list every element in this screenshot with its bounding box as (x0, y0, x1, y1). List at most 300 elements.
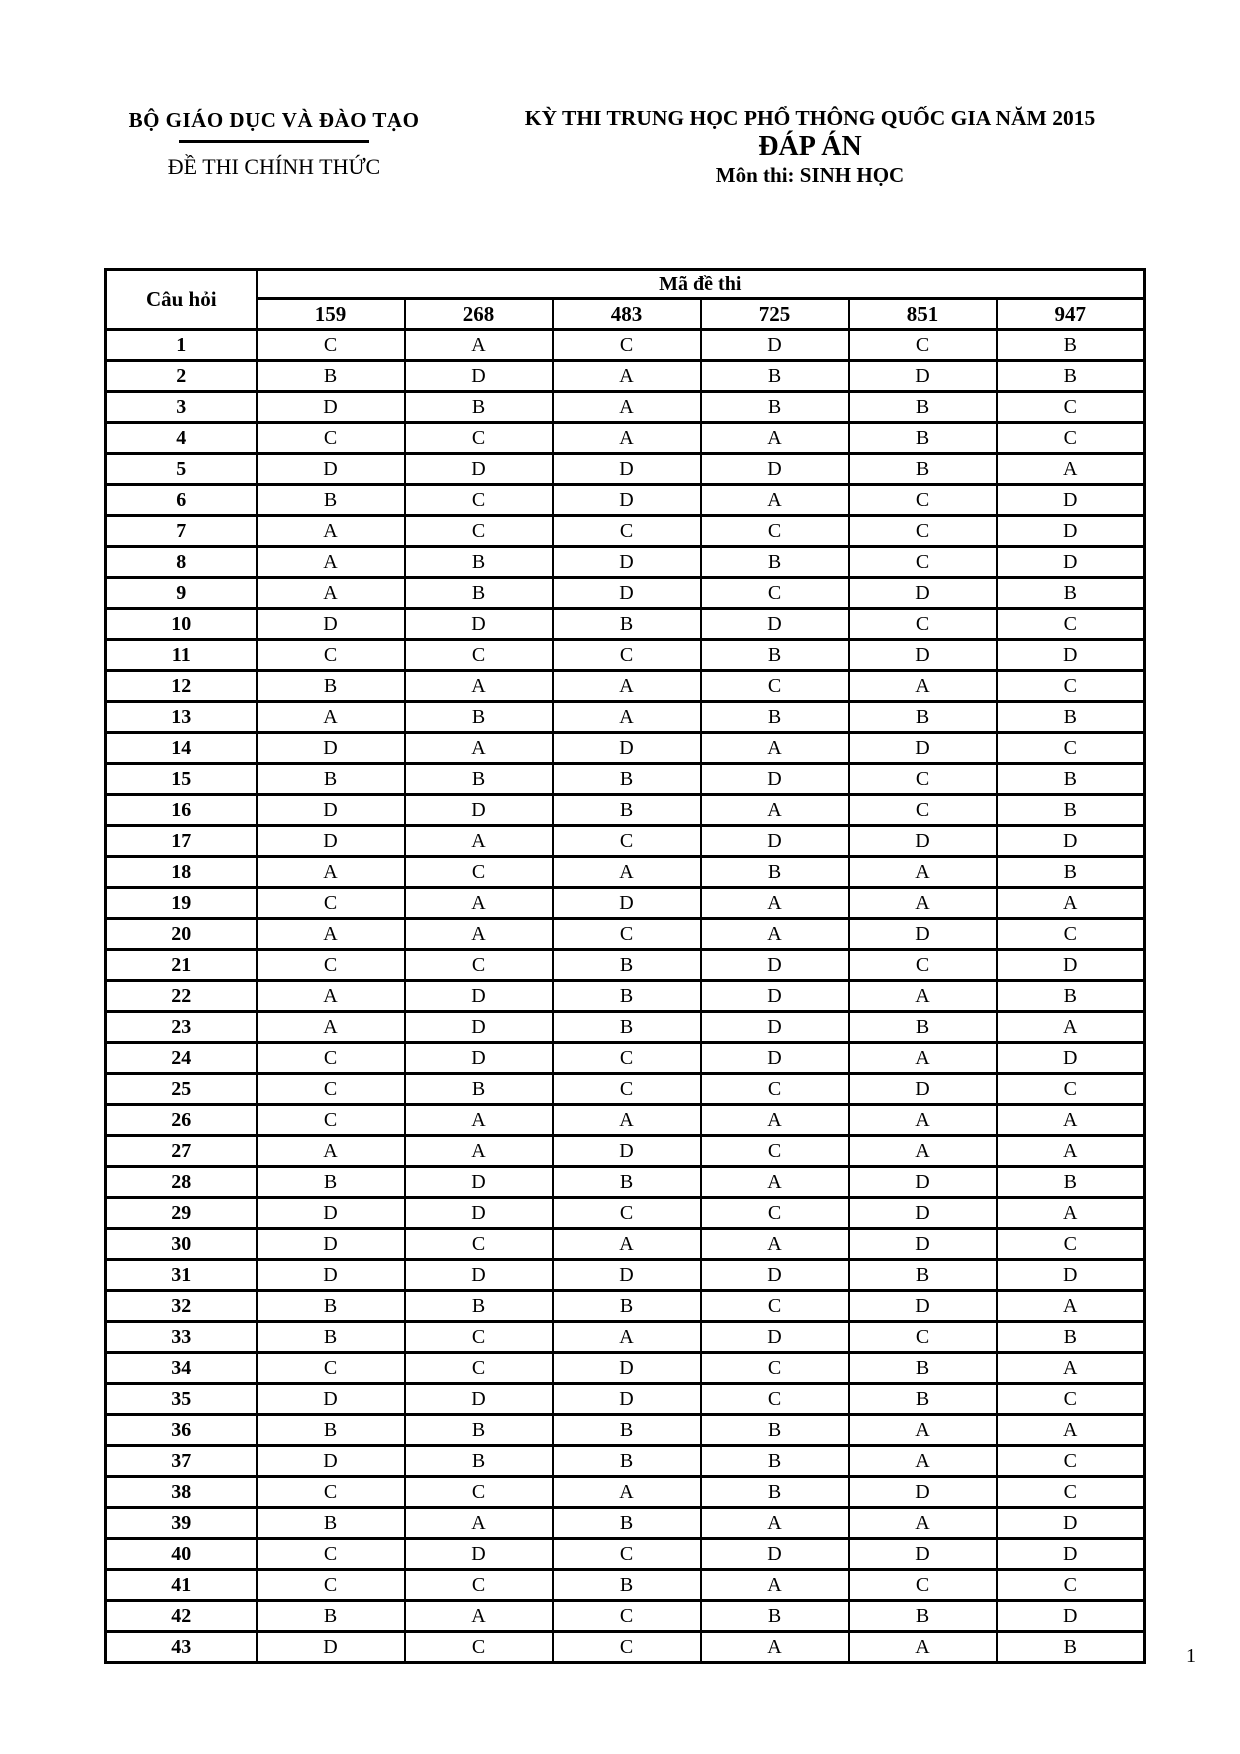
answer-cell: C (701, 1291, 849, 1322)
question-number: 43 (106, 1632, 257, 1663)
code-group-row (106, 270, 1145, 299)
answer-cell: C (553, 516, 701, 547)
answer-cell: A (405, 1508, 553, 1539)
question-number: 28 (106, 1167, 257, 1198)
question-number: 8 (106, 547, 257, 578)
header-underline (179, 140, 369, 143)
answer-cell: C (997, 1384, 1145, 1415)
question-number: 5 (106, 454, 257, 485)
question-column-header: Câu hỏi (106, 270, 257, 330)
answer-cell: A (553, 857, 701, 888)
answer-cell: C (997, 1570, 1145, 1601)
table-row (106, 547, 1145, 578)
answer-cell: C (405, 950, 553, 981)
question-number: 19 (106, 888, 257, 919)
answer-cell: D (257, 392, 405, 423)
answer-cell: A (997, 1136, 1145, 1167)
answer-cell: D (701, 1012, 849, 1043)
answer-cell: B (849, 702, 997, 733)
answer-cell: B (701, 1415, 849, 1446)
answer-cell: B (257, 1601, 405, 1632)
table-row (106, 671, 1145, 702)
answer-cell: A (849, 857, 997, 888)
answer-cell: A (257, 578, 405, 609)
answer-cell: D (701, 1260, 849, 1291)
answer-cell: A (553, 1229, 701, 1260)
answer-cell: B (701, 1601, 849, 1632)
answer-cell: C (405, 1229, 553, 1260)
answer-cell: B (997, 764, 1145, 795)
question-number: 36 (106, 1415, 257, 1446)
answer-cell: C (997, 733, 1145, 764)
answer-cell: B (553, 1415, 701, 1446)
answer-cell: B (405, 547, 553, 578)
answer-cell: C (553, 1539, 701, 1570)
answer-cell: D (997, 1043, 1145, 1074)
answer-cell: D (997, 1601, 1145, 1632)
answer-cell: B (257, 1167, 405, 1198)
table-row (106, 1353, 1145, 1384)
question-number: 4 (106, 423, 257, 454)
table-row (106, 485, 1145, 516)
answer-cell: C (257, 423, 405, 454)
answer-cell: A (405, 1601, 553, 1632)
answer-cell: C (257, 1074, 405, 1105)
answer-cell: C (849, 950, 997, 981)
answer-cell: C (701, 1353, 849, 1384)
answer-cell: B (553, 1291, 701, 1322)
answer-cell: D (405, 1167, 553, 1198)
answer-cell: C (257, 1353, 405, 1384)
answer-cell: B (849, 392, 997, 423)
answer-cell: D (849, 1477, 997, 1508)
question-number: 18 (106, 857, 257, 888)
answer-cell: A (701, 1105, 849, 1136)
question-number: 2 (106, 361, 257, 392)
answer-cell: D (553, 1384, 701, 1415)
table-row (106, 578, 1145, 609)
answer-cell: D (701, 950, 849, 981)
answer-cell: C (553, 1074, 701, 1105)
official-exam-label: ĐỀ THI CHÍNH THỨC (167, 154, 381, 179)
answer-cell: C (405, 1353, 553, 1384)
exam-codes-row (106, 299, 1145, 330)
answer-cell: B (405, 1074, 553, 1105)
table-row (106, 1601, 1145, 1632)
answer-cell: D (553, 888, 701, 919)
answer-cell: D (997, 950, 1145, 981)
table-row (106, 1446, 1145, 1477)
answer-cell: B (849, 1353, 997, 1384)
answer-cell: A (701, 1508, 849, 1539)
answer-cell: C (997, 1446, 1145, 1477)
answer-cell: D (849, 640, 997, 671)
answer-cell: C (405, 516, 553, 547)
answer-cell: C (997, 609, 1145, 640)
answer-cell: C (849, 485, 997, 516)
answer-cell: C (997, 392, 1145, 423)
answer-cell: C (257, 888, 405, 919)
answer-cell: B (405, 578, 553, 609)
answer-cell: A (257, 981, 405, 1012)
question-number: 14 (106, 733, 257, 764)
table-row (106, 1105, 1145, 1136)
header-left (78, 108, 470, 180)
answer-cell: A (849, 1105, 997, 1136)
answer-cell: A (997, 1353, 1145, 1384)
answer-cell: C (257, 330, 405, 361)
answer-cell: C (257, 1043, 405, 1074)
answer-cell: B (701, 857, 849, 888)
answer-cell: A (257, 857, 405, 888)
answer-cell: C (405, 485, 553, 516)
answer-cell: C (849, 609, 997, 640)
question-number: 11 (106, 640, 257, 671)
answer-cell: A (405, 733, 553, 764)
exam-code-header: 268 (405, 299, 553, 330)
answer-cell: D (405, 1012, 553, 1043)
header-right (455, 106, 1165, 188)
answer-cell: D (405, 1384, 553, 1415)
answer-cell: D (849, 1539, 997, 1570)
answer-cell: B (257, 1291, 405, 1322)
answer-cell: A (257, 547, 405, 578)
question-number: 27 (106, 1136, 257, 1167)
table-row (106, 1198, 1145, 1229)
page-number: 1 (1186, 1645, 1196, 1667)
answer-cell: C (405, 423, 553, 454)
answer-cell: A (257, 1012, 405, 1043)
answer-cell: D (701, 454, 849, 485)
answer-cell: C (849, 547, 997, 578)
answer-cell: B (701, 547, 849, 578)
answer-cell: B (849, 423, 997, 454)
answer-cell: C (553, 1198, 701, 1229)
answer-cell: C (997, 423, 1145, 454)
answer-cell: B (997, 795, 1145, 826)
answer-cell: D (257, 1260, 405, 1291)
answer-cell: D (553, 1260, 701, 1291)
answer-cell: C (553, 826, 701, 857)
answer-cell: C (849, 516, 997, 547)
answer-cell: D (997, 640, 1145, 671)
answer-cell: A (405, 826, 553, 857)
answer-cell: A (997, 1415, 1145, 1446)
answer-cell: A (553, 702, 701, 733)
answer-cell: B (701, 640, 849, 671)
answer-cell: B (405, 764, 553, 795)
table-row (106, 1477, 1145, 1508)
answer-cell: A (257, 702, 405, 733)
answer-cell: C (701, 516, 849, 547)
answer-cell: A (701, 423, 849, 454)
exam-code-header: 159 (257, 299, 405, 330)
answer-cell: C (553, 919, 701, 950)
answer-cell: C (997, 1074, 1145, 1105)
answer-cell: C (701, 1384, 849, 1415)
answer-cell: D (849, 1074, 997, 1105)
answer-cell: C (405, 1322, 553, 1353)
answer-cell: C (257, 1477, 405, 1508)
answer-cell: B (553, 1446, 701, 1477)
answer-cell: D (701, 981, 849, 1012)
answer-cell: D (849, 1291, 997, 1322)
answer-cell: C (405, 857, 553, 888)
answer-cell: D (257, 826, 405, 857)
answer-cell: D (997, 1539, 1145, 1570)
answer-cell: B (553, 981, 701, 1012)
answer-cell: D (405, 454, 553, 485)
question-number: 20 (106, 919, 257, 950)
answer-cell: A (701, 1167, 849, 1198)
answer-cell: A (553, 671, 701, 702)
answer-cell: C (849, 330, 997, 361)
answer-cell: A (257, 919, 405, 950)
answer-cell: A (405, 671, 553, 702)
table-row (106, 392, 1145, 423)
answer-cell: C (997, 1477, 1145, 1508)
answer-cell: D (553, 1136, 701, 1167)
answer-cell: D (849, 733, 997, 764)
answer-cell: D (849, 919, 997, 950)
answer-cell: A (701, 1229, 849, 1260)
question-number: 15 (106, 764, 257, 795)
table-row (106, 423, 1145, 454)
answer-cell: A (701, 733, 849, 764)
answer-cell: B (997, 981, 1145, 1012)
table-row (106, 826, 1145, 857)
question-number: 17 (106, 826, 257, 857)
answer-cell: C (257, 1539, 405, 1570)
table-row (106, 950, 1145, 981)
answer-cell: B (849, 1012, 997, 1043)
answer-cell: B (257, 485, 405, 516)
question-number: 39 (106, 1508, 257, 1539)
answer-cell: D (553, 454, 701, 485)
question-number: 3 (106, 392, 257, 423)
answer-cell: D (701, 826, 849, 857)
ministry-name: BỘ GIÁO DỤC VÀ ĐÀO TẠO (128, 108, 420, 132)
question-number: 33 (106, 1322, 257, 1353)
question-number: 12 (106, 671, 257, 702)
table-row (106, 609, 1145, 640)
answer-cell: A (849, 981, 997, 1012)
answer-cell: C (257, 950, 405, 981)
answer-cell: D (257, 1229, 405, 1260)
question-number: 1 (106, 330, 257, 361)
answer-cell: B (701, 392, 849, 423)
answer-cell: A (553, 392, 701, 423)
answer-cell: D (553, 578, 701, 609)
question-number: 35 (106, 1384, 257, 1415)
answer-cell: B (553, 795, 701, 826)
answer-cell: D (553, 1353, 701, 1384)
answer-cell: D (849, 578, 997, 609)
answer-cell: D (701, 1043, 849, 1074)
answer-cell: B (701, 1446, 849, 1477)
answer-cell: A (553, 423, 701, 454)
table-row (106, 1260, 1145, 1291)
answer-cell: A (849, 1043, 997, 1074)
answer-cell: D (405, 1043, 553, 1074)
answer-cell: C (405, 1570, 553, 1601)
answer-cell: C (257, 640, 405, 671)
answer-cell: A (849, 1632, 997, 1663)
answer-cell: D (405, 1198, 553, 1229)
answer-key-title: ĐÁP ÁN (758, 131, 862, 162)
answer-cell: C (997, 919, 1145, 950)
answer-cell: B (849, 1384, 997, 1415)
answer-table-body (106, 330, 1145, 1663)
answer-cell: D (257, 733, 405, 764)
table-row (106, 1570, 1145, 1601)
answer-cell: A (405, 330, 553, 361)
answer-cell: D (701, 764, 849, 795)
answer-cell: A (257, 516, 405, 547)
answer-cell: A (553, 361, 701, 392)
exam-code-header: 725 (701, 299, 849, 330)
answer-cell: C (849, 1322, 997, 1353)
table-row (106, 454, 1145, 485)
table-row (106, 795, 1145, 826)
answer-cell: B (405, 1446, 553, 1477)
answer-cell: C (701, 578, 849, 609)
question-number: 23 (106, 1012, 257, 1043)
table-row (106, 857, 1145, 888)
answer-cell: D (257, 454, 405, 485)
answer-cell: D (257, 1632, 405, 1663)
answer-cell: A (997, 454, 1145, 485)
answer-cell: A (553, 1477, 701, 1508)
exam-code-group-header: Mã đề thi (257, 270, 1145, 299)
answer-cell: C (405, 1632, 553, 1663)
table-row (106, 1167, 1145, 1198)
answer-cell: C (701, 1136, 849, 1167)
table-row (106, 1291, 1145, 1322)
answer-cell: B (553, 1508, 701, 1539)
question-number: 9 (106, 578, 257, 609)
answer-cell: A (701, 485, 849, 516)
answer-cell: D (257, 795, 405, 826)
answer-cell: A (849, 671, 997, 702)
exam-name: KỲ THI TRUNG HỌC PHỔ THÔNG QUỐC GIA NĂM 2015 (524, 106, 1096, 130)
table-row (106, 764, 1145, 795)
answer-cell: C (405, 640, 553, 671)
answer-cell: D (997, 547, 1145, 578)
exam-code-header: 851 (849, 299, 997, 330)
question-number: 10 (106, 609, 257, 640)
question-number: 41 (106, 1570, 257, 1601)
answer-cell: B (997, 857, 1145, 888)
answer-cell: B (257, 1508, 405, 1539)
answer-cell: C (849, 1570, 997, 1601)
answer-cell: D (405, 609, 553, 640)
answer-cell: B (997, 330, 1145, 361)
answer-cell: D (849, 1229, 997, 1260)
question-number: 38 (106, 1477, 257, 1508)
answer-cell: B (997, 702, 1145, 733)
question-number: 40 (106, 1539, 257, 1570)
answer-cell: C (553, 1632, 701, 1663)
answer-cell: D (405, 981, 553, 1012)
answer-key-table (104, 268, 1146, 1664)
answer-cell: A (553, 1105, 701, 1136)
answer-cell: B (997, 578, 1145, 609)
answer-cell: C (553, 640, 701, 671)
exam-code-header: 947 (997, 299, 1145, 330)
answer-cell: D (405, 795, 553, 826)
answer-cell: B (849, 1260, 997, 1291)
answer-cell: A (849, 888, 997, 919)
answer-cell: A (553, 1322, 701, 1353)
answer-cell: A (849, 1446, 997, 1477)
answer-cell: C (849, 764, 997, 795)
table-row (106, 1384, 1145, 1415)
question-number: 16 (106, 795, 257, 826)
answer-cell: A (701, 919, 849, 950)
exam-code-header: 483 (553, 299, 701, 330)
answer-cell: D (257, 1446, 405, 1477)
answer-cell: C (849, 795, 997, 826)
answer-cell: C (701, 1074, 849, 1105)
answer-cell: B (997, 1322, 1145, 1353)
answer-cell: D (257, 1198, 405, 1229)
answer-cell: B (405, 392, 553, 423)
answer-cell: D (257, 1384, 405, 1415)
answer-cell: B (257, 671, 405, 702)
answer-cell: A (997, 1105, 1145, 1136)
answer-cell: D (997, 826, 1145, 857)
answer-cell: A (701, 888, 849, 919)
answer-cell: B (257, 361, 405, 392)
table-row (106, 1508, 1145, 1539)
answer-cell: C (701, 671, 849, 702)
answer-cell: A (701, 795, 849, 826)
question-number: 42 (106, 1601, 257, 1632)
answer-cell: A (701, 1570, 849, 1601)
answer-cell: D (997, 1508, 1145, 1539)
answer-cell: B (849, 1601, 997, 1632)
answer-cell: B (257, 1415, 405, 1446)
question-number: 22 (106, 981, 257, 1012)
answer-cell: C (257, 1105, 405, 1136)
answer-cell: A (849, 1508, 997, 1539)
answer-cell: D (701, 330, 849, 361)
answer-cell: D (849, 826, 997, 857)
question-number: 13 (106, 702, 257, 733)
answer-cell: C (701, 1198, 849, 1229)
answer-cell: D (701, 1539, 849, 1570)
table-row (106, 733, 1145, 764)
answer-cell: D (849, 1198, 997, 1229)
answer-cell: D (997, 485, 1145, 516)
question-number: 21 (106, 950, 257, 981)
question-number: 25 (106, 1074, 257, 1105)
answer-cell: C (405, 1477, 553, 1508)
answer-cell: B (405, 1291, 553, 1322)
answer-cell: D (553, 485, 701, 516)
answer-cell: D (553, 733, 701, 764)
answer-cell: C (257, 1570, 405, 1601)
question-number: 7 (106, 516, 257, 547)
table-row (106, 1539, 1145, 1570)
answer-cell: B (997, 361, 1145, 392)
table-row (106, 1322, 1145, 1353)
answer-cell: B (405, 1415, 553, 1446)
answer-cell: C (553, 1601, 701, 1632)
answer-cell: B (553, 1167, 701, 1198)
table-row (106, 1074, 1145, 1105)
